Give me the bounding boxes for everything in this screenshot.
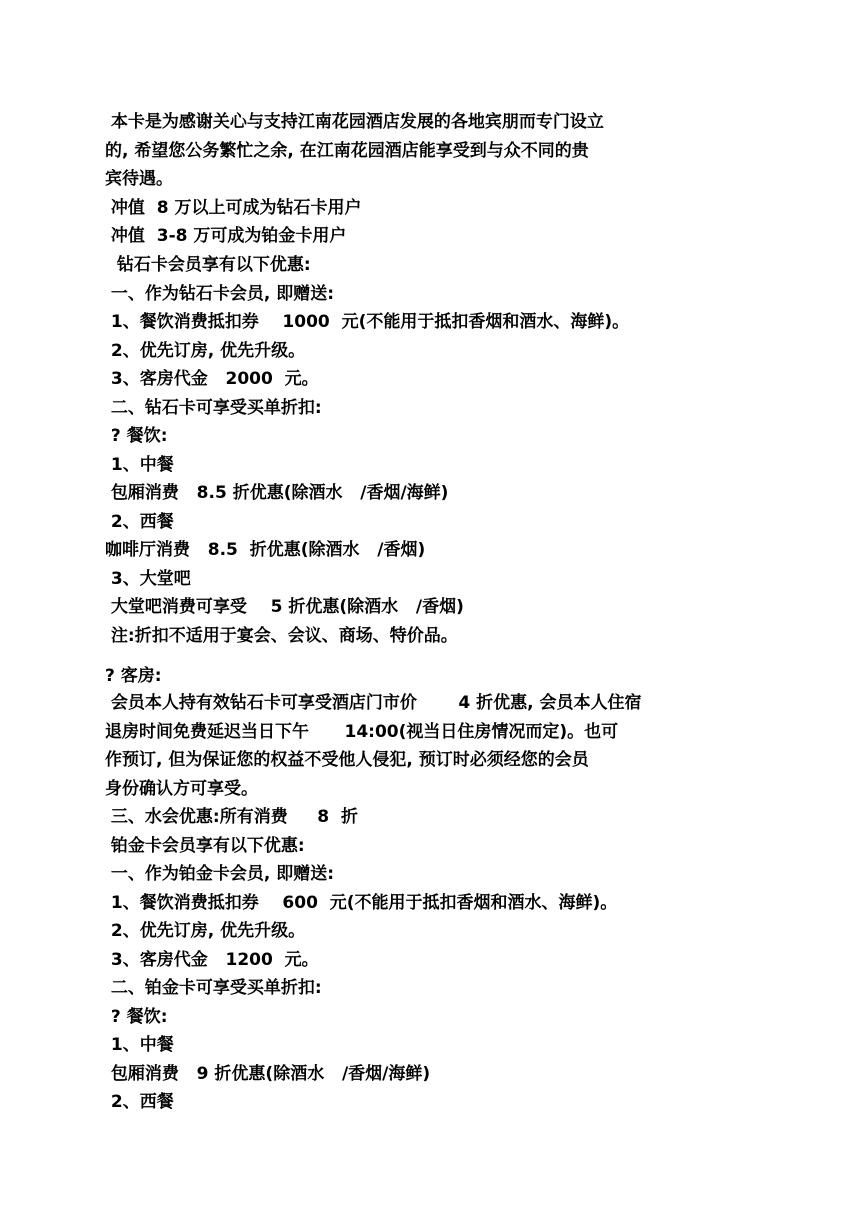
platinum-benefits-heading: 铂金卡会员享有以下优惠:	[105, 836, 305, 856]
diamond-dining-heading: ? 餐饮:	[105, 426, 168, 446]
diamond-rooms-line-2: 退房时间免费延迟当日下午 14:00(视当日住房情况而定)。也可	[105, 722, 619, 742]
diamond-discount-note: 注:折扣不适用于宴会、会议、商场、特价品。	[105, 626, 458, 646]
diamond-rooms-heading: ? 客房:	[105, 666, 162, 686]
intro-line-3: 宾待遇。	[105, 169, 173, 189]
platinum-gift-1: 1、餐饮消费抵扣券 600 元(不能用于抵扣香烟和酒水、海鲜)。	[105, 893, 618, 913]
diamond-threshold: 冲值 8 万以上可成为钻石卡用户	[105, 198, 362, 218]
diamond-gift-1: 1、餐饮消费抵扣券 1000 元(不能用于抵扣香烟和酒水、海鲜)。	[105, 312, 630, 332]
diamond-gift-2: 2、优先订房, 优先升级。	[105, 341, 306, 361]
diamond-gift-3: 3、客房代金 2000 元。	[105, 369, 319, 389]
diamond-discount-heading: 二、钻石卡可享受买单折扣:	[105, 398, 322, 418]
diamond-cafe-discount: 咖啡厅消费 8.5 折优惠(除酒水 /香烟)	[105, 540, 426, 560]
platinum-threshold: 冲值 3-8 万可成为铂金卡用户	[105, 226, 347, 246]
platinum-discount-heading: 二、铂金卡可享受买单折扣:	[105, 978, 322, 998]
platinum-gift-heading: 一、作为铂金卡会员, 即赠送:	[105, 864, 335, 884]
intro-line-1: 本卡是为感谢关心与支持江南花园酒店发展的各地宾朋而专门设立	[105, 112, 604, 132]
diamond-benefits-heading: 钻石卡会员享有以下优惠:	[105, 255, 311, 275]
diamond-rooms-line-1: 会员本人持有效钻石卡可享受酒店门市价 4 折优惠, 会员本人住宿	[105, 693, 642, 713]
intro-line-2: 的, 希望您公务繁忙之余, 在江南花园酒店能享受到与众不同的贵	[105, 141, 589, 161]
diamond-western-restaurant: 2、西餐	[105, 512, 174, 532]
platinum-western-restaurant: 2、西餐	[105, 1092, 174, 1112]
diamond-lobby-bar-discount: 大堂吧消费可享受 5 折优惠(除酒水 /香烟)	[105, 597, 464, 617]
diamond-rooms-line-3: 作预订, 但为保证您的权益不受他人侵犯, 预订时必须经您的会员	[105, 750, 589, 770]
diamond-private-room-discount: 包厢消费 8.5 折优惠(除酒水 /香烟/海鲜)	[105, 483, 449, 503]
platinum-private-room-discount: 包厢消费 9 折优惠(除酒水 /香烟/海鲜)	[105, 1064, 431, 1084]
platinum-gift-3: 3、客房代金 1200 元。	[105, 950, 319, 970]
diamond-rooms-line-4: 身份确认方可享受。	[105, 779, 258, 799]
platinum-chinese-restaurant: 1、中餐	[105, 1035, 174, 1055]
platinum-gift-2: 2、优先订房, 优先升级。	[105, 921, 306, 941]
diamond-spa-discount: 三、水会优惠:所有消费 8 折	[105, 807, 358, 827]
diamond-gift-heading: 一、作为钻石卡会员, 即赠送:	[105, 284, 335, 304]
diamond-lobby-bar: 3、大堂吧	[105, 569, 191, 589]
platinum-dining-heading: ? 餐饮:	[105, 1007, 168, 1027]
diamond-chinese-restaurant: 1、中餐	[105, 455, 174, 475]
